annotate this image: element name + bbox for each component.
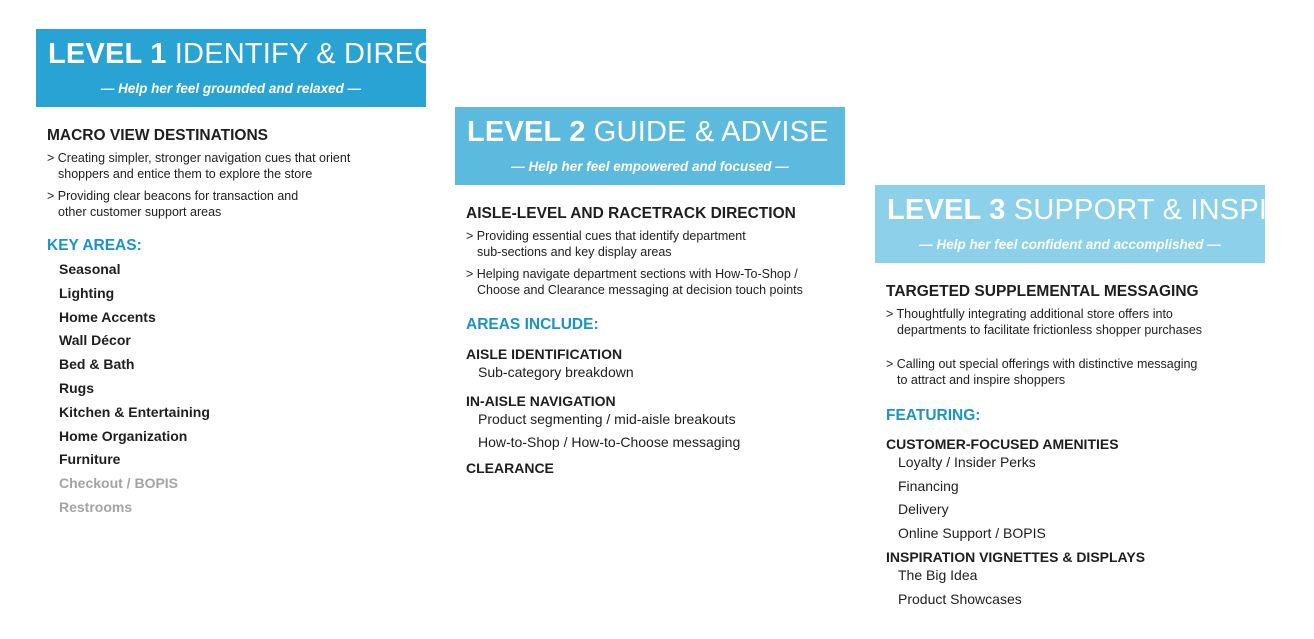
level-1-bullet: > Providing clear beacons for transaction and other customer support areas: [47, 189, 299, 219]
level-2-banner: [455, 107, 845, 185]
key-area-item: Wall Décor: [59, 332, 131, 349]
group-item: How-to-Shop / How-to-Choose messaging: [478, 434, 741, 450]
group-item: Product segmenting / mid-aisle breakouts: [478, 410, 736, 427]
key-area-item: Seasonal: [59, 261, 121, 277]
level-3-title-text: SUPPORT & INSPIRE: [1013, 194, 1308, 226]
level-3-label: LEVEL 3: [887, 194, 1006, 226]
key-area-item: Kitchen & Entertaining: [59, 403, 210, 420]
level-1-bullet: > Creating simpler, stronger navigation cues that orient shoppers and entice them to explore the store: [47, 151, 351, 181]
level-3-subtitle: — Help her feel confident and accomplished —: [919, 237, 1221, 252]
group-title: AISLE IDENTIFICATION: [466, 346, 623, 362]
level-1-section-heading: MACRO VIEW DESTINATIONS: [47, 127, 269, 144]
group-title: CUSTOMER-FOCUSED AMENITIES: [886, 436, 1119, 452]
level-2-title-text: GUIDE & ADVISE: [593, 116, 829, 148]
level-3-title: [887, 193, 1308, 227]
group-item: Financing: [898, 477, 959, 494]
level-2-section-heading: AISLE-LEVEL AND RACETRACK DIRECTION: [466, 205, 796, 222]
level-3-bullet: > Calling out special offerings with distinctive messaging to attract and inspire shoppers: [886, 357, 1198, 387]
level-3-banner: [875, 185, 1308, 263]
group-item: The Big Idea: [898, 567, 978, 583]
group-item: Loyalty / Insider Perks: [898, 454, 1036, 470]
level-2-areas-heading: AREAS INCLUDE:: [466, 316, 599, 333]
level-3-featuring-heading: FEATURING:: [886, 407, 981, 424]
group-title: IN-AISLE NAVIGATION: [466, 392, 616, 409]
level-2-group-aisle-identification: [466, 346, 865, 387]
level-3-section-heading: TARGETED SUPPLEMENTAL MESSAGING: [886, 283, 1199, 300]
level-1-label: LEVEL 1: [48, 38, 167, 70]
level-1-key-areas-heading: KEY AREAS:: [47, 237, 142, 254]
level-2-group-clearance: [466, 460, 865, 477]
level-1-title-text: IDENTIFY & DIRECT: [174, 38, 454, 70]
key-area-item: Home Organization: [59, 427, 188, 444]
group-item: Delivery: [898, 501, 949, 517]
level-2-bullet: > Helping navigate department sections with How-To-Shop / Choose and Clearance messaging at decision touch points: [466, 267, 803, 297]
level-3-group-customer-amenities: [886, 436, 1295, 547]
level-3-group-inspiration: [886, 549, 1295, 613]
key-area-item-muted: Restrooms: [59, 498, 133, 515]
level-3-column: [875, 185, 1308, 613]
group-title: CLEARANCE: [466, 459, 554, 476]
level-2-group-in-aisle-navigation: [466, 393, 865, 457]
level-2-label: LEVEL 2: [467, 116, 586, 148]
key-area-item-muted: Checkout / BOPIS: [59, 475, 179, 492]
group-item: Sub-category breakdown: [478, 364, 634, 380]
group-item: Online Support / BOPIS: [898, 524, 1046, 541]
level-2-subtitle: — Help her feel empowered and focused —: [511, 159, 789, 174]
level-2-bullet: > Providing essential cues that identify department sub-sections and key display areas: [466, 229, 746, 259]
key-area-item: Furniture: [59, 451, 121, 468]
level-1-title: [48, 37, 454, 71]
level-3-bullet: > Thoughtfully integrating additional store offers into departments to facilitate frictionless shopper purchases: [886, 307, 1203, 337]
group-item: Product Showcases: [898, 590, 1022, 607]
key-area-item: Home Accents: [59, 308, 156, 325]
key-area-item: Lighting: [59, 284, 115, 301]
level-1-column: [36, 29, 454, 520]
group-title: INSPIRATION VIGNETTES & DISPLAYS: [886, 549, 1146, 565]
key-area-item: Bed & Bath: [59, 356, 135, 373]
level-1-subtitle: — Help her feel grounded and relaxed —: [100, 81, 362, 96]
level-2-title: [467, 115, 845, 149]
key-area-item: Rugs: [59, 379, 94, 396]
level-1-key-areas-list: [47, 258, 436, 520]
level-1-banner: [36, 29, 454, 107]
level-2-column: [455, 107, 865, 477]
